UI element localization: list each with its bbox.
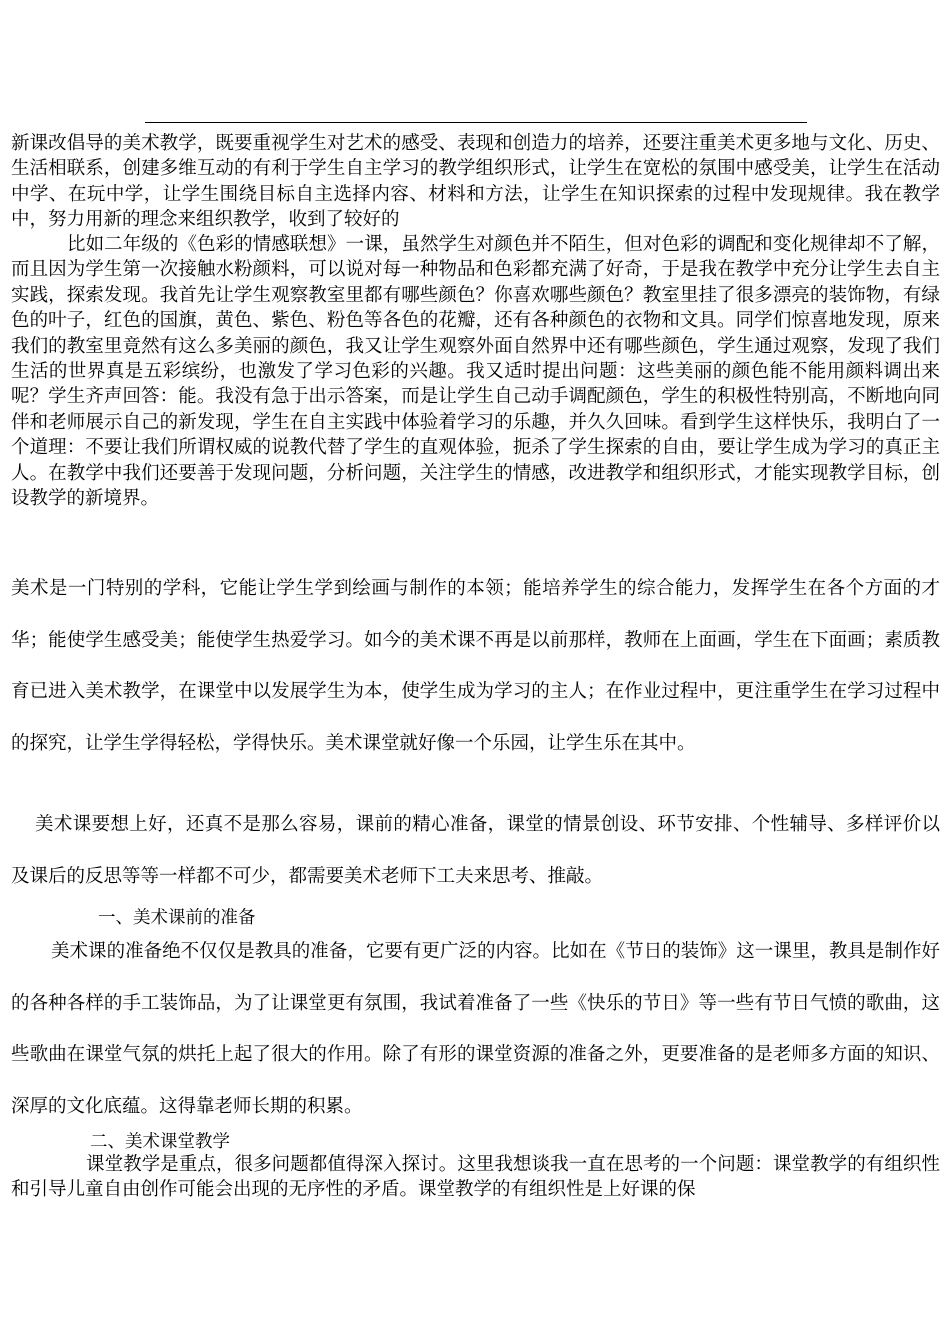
paragraph-preparation: 美术课的准备绝不仅仅是教具的准备，它要有更广泛的内容。比如在《节日的装饰》这一课里，教具是制作好的各种各样的手工装饰品，为了让课堂更有氛围，我试着准备了一些《快乐的节日》等一些有节日气愤的歌曲，这些歌曲在课堂气氛的烘托上起了很大的作用。除了有形的课堂资源的准备之外，更要准备的是老师多方面的知识、深厚的文化底蕴。这得靠老师长期的积累。	[11, 941, 940, 1117]
section-heading-classroom: 二、美术课堂教学	[90, 1132, 230, 1152]
section-heading-preparation: 一、美术课前的准备	[98, 908, 256, 928]
paragraph-classroom: 课堂教学是重点，很多问题都值得深入探讨。这里我想谈我一直在思考的一个问题：课堂教学的有组织性和引导儿童自由创作可能会出现的无序性的矛盾。课堂教学的有组织性是上好课的保	[11, 1154, 940, 1201]
paragraph-intro: 新课改倡导的美术教学，既要重视学生对艺术的感受、表现和创造力的培养，还要注重美术更多地与文化、历史、生活相联系，创建多维互动的有利于学生自主学习的教学组织形式，让学生在宽松的氛围中感受美，让学生在活动中学、在玩中学，让学生围绕目标自主选择内容、材料和方法，让学生在知识探索的过程中发现规律。我在教学中，努力用新的理念来组织教学，收到了较好的	[11, 133, 940, 231]
paragraph-subject: 美术是一门特别的学科，它能让学生学到绘画与制作的本领；能培养学生的综合能力，发挥学生在各个方面的才华；能使学生感受美；能使学生热爱学习。如今的美术课不再是以前那样，教师在上面画，学生在下面画；素质教育已进入美术教学，在课堂中以发展学生为本，使学生成为学习的主人；在作业过程中，更注重学生在学习过程中的探究，让学生学得轻松，学得快乐。美术课堂就好像一个乐园，让学生乐在其中。	[11, 578, 940, 754]
paragraph-example: 比如二年级的《色彩的情感联想》一课，虽然学生对颜色并不陌生，但对色彩的调配和变化规律却不了解，而且因为学生第一次接触水粉颜料，可以说对每一种物品和色彩都充满了好奇，于是我在教学中充分让学生去自主实践，探索发现。我首先让学生观察教室里都有哪些颜色？你喜欢哪些颜色？教室里挂了很多漂亮的装饰物，有绿色的叶子，红色的国旗，黄色、紫色、粉色等各色的花瓣，还有各种颜色的衣物和文具。同学们惊喜地发现，原来我们的教室里竟然有这么多美丽的颜色，我又让学生观察外面自然界中还有哪些颜色，学生通过观察，发现了我们生活的世界真是五彩缤纷，也激发了学习色彩的兴趣。我又适时提出问题：这些美丽的颜色能不能用颜料调出来呢？学生齐声回答：能。我没有急于出示答案，而是让学生自己动手调配颜色，学生的积极性特别高，不断地向同伴和老师展示自己的新发现，学生在自主实践中体验着学习的乐趣，并久久回味。看到学生这样快乐，我明白了一个道理：不要让我们所谓权威的说教代替了学生的直观体验，扼杀了学生探索的自由，要让学生成为学习的真正主人。在教学中我们还要善于发现问题，分析问题，关注学生的情感，改进教学和组织形式，才能实现教学目标，创设教学的新境界。	[11, 234, 940, 510]
paragraph-teaching: 美术课要想上好，还真不是那么容易，课前的精心准备，课堂的情景创设、环节安排、个性辅导、多样评价以及课后的反思等等一样都不可少，都需要美术老师下工夫来思考、推敲。	[11, 814, 940, 887]
header-rule	[145, 122, 807, 123]
